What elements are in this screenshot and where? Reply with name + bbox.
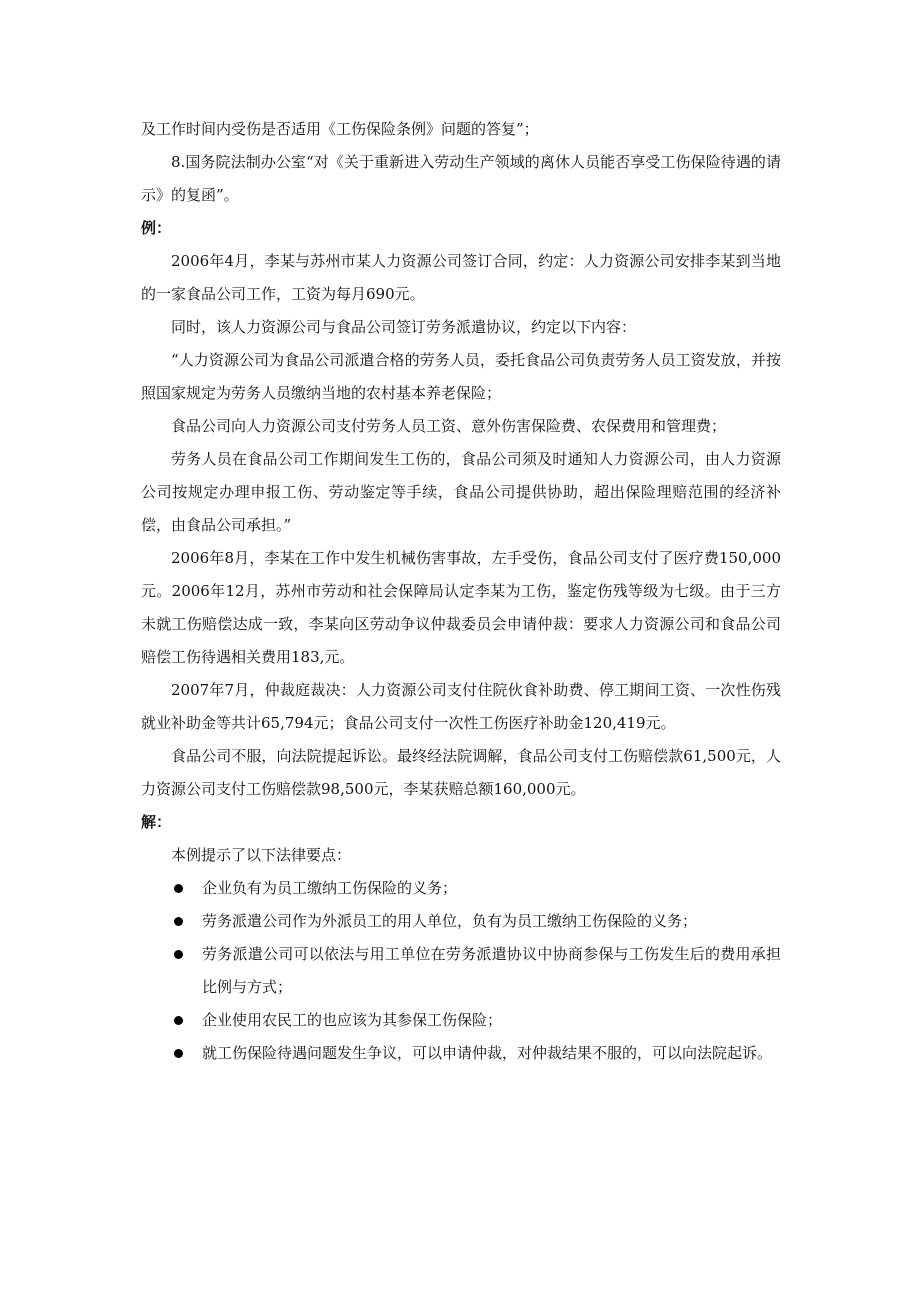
example-paragraph-1: 2006年4月，李某与苏州市某人力资源公司签订合同，约定：人力资源公司安排李某到当地的一家食品公司工作，工资为每月690元。: [141, 252, 781, 303]
bullet-dot-icon: [174, 1016, 183, 1025]
list-item: [141, 1004, 781, 1037]
list-item: [141, 905, 781, 938]
list-item: [141, 1037, 781, 1070]
bullet-dot-icon: [174, 917, 183, 926]
example-heading: 例：: [141, 219, 172, 237]
bullet-dot-icon: [174, 884, 183, 893]
example-paragraph-6: 2006年8月，李某在工作中发生机械伤害事故，左手受伤，食品公司支付了医疗费150,000元。2006年12月，苏州市劳动和社会保障局认定李某为工伤，鉴定伤残等级为七级。由于三方未就工伤赔偿达成一致，李某向区劳动争议仲裁委员会申请仲裁：要求人力资源公司和食品公司赔偿工伤待遇相关费用183,元。: [141, 549, 781, 666]
example-paragraph-7: 2007年7月，仲裁庭裁决：人力资源公司支付住院伙食补助费、停工期间工资、一次性伤残就业补助金等共计65,794元；食品公司支付一次性工伤医疗补助金120,419元。: [141, 681, 781, 732]
bullet-dot-icon: [174, 1049, 183, 1058]
example-paragraph-3: “人力资源公司为食品公司派遣合格的劳务人员，委托食品公司负责劳务人员工资发放，并按照国家规定为劳务人员缴纳当地的农村基本养老保险；: [141, 351, 781, 402]
list-item: [141, 938, 781, 1004]
example-paragraph-4: 食品公司向人力资源公司支付劳务人员工资、意外伤害保险费、农保费用和管理费；: [171, 417, 727, 435]
list-item: [141, 872, 781, 905]
legal-points-list: [141, 872, 781, 1070]
paragraph-item-8: 8.国务院法制办公室“对《关于重新进入劳动生产领域的离休人员能否享受工伤保险待遇的请示》的复函”。: [141, 153, 781, 204]
solution-intro: 本例提示了以下法律要点：: [171, 846, 352, 864]
list-item-text: 劳务派遣公司可以依法与用工单位在劳务派遣协议中协商参保与工伤发生后的费用承担比例与方式；: [202, 945, 781, 996]
list-item-text: 企业使用农民工的也应该为其参保工伤保险；: [202, 1011, 503, 1029]
bullet-dot-icon: [174, 950, 183, 959]
document-page: [141, 113, 781, 1070]
list-item-text: 就工伤保险待遇问题发生争议，可以申请仲裁，对仲裁结果不服的，可以向法院起诉。: [202, 1044, 773, 1062]
list-item-text: 劳务派遣公司作为外派员工的用人单位，负有为员工缴纳工伤保险的义务；: [202, 912, 698, 930]
list-item-text: 企业负有为员工缴纳工伤保险的义务；: [202, 879, 458, 897]
example-paragraph-5: 劳务人员在食品公司工作期间发生工伤的，食品公司须及时通知人力资源公司，由人力资源公司按规定办理申报工伤、劳动鉴定等手续，食品公司提供协助，超出保险理赔范围的经济补偿，由食品公司承担。”: [141, 450, 781, 534]
example-paragraph-8: 食品公司不服，向法院提起诉讼。最终经法院调解，食品公司支付工伤赔偿款61,500元，人力资源公司支付工伤赔偿款98,500元，李某获赔总额160,000元。: [141, 747, 781, 798]
example-paragraph-2: 同时，该人力资源公司与食品公司签订劳务派遣协议，约定以下内容：: [171, 318, 637, 336]
paragraph-continuation: 及工作时间内受伤是否适用《工伤保险条例》问题的答复”；: [141, 120, 539, 138]
solution-heading: 解：: [141, 813, 172, 831]
